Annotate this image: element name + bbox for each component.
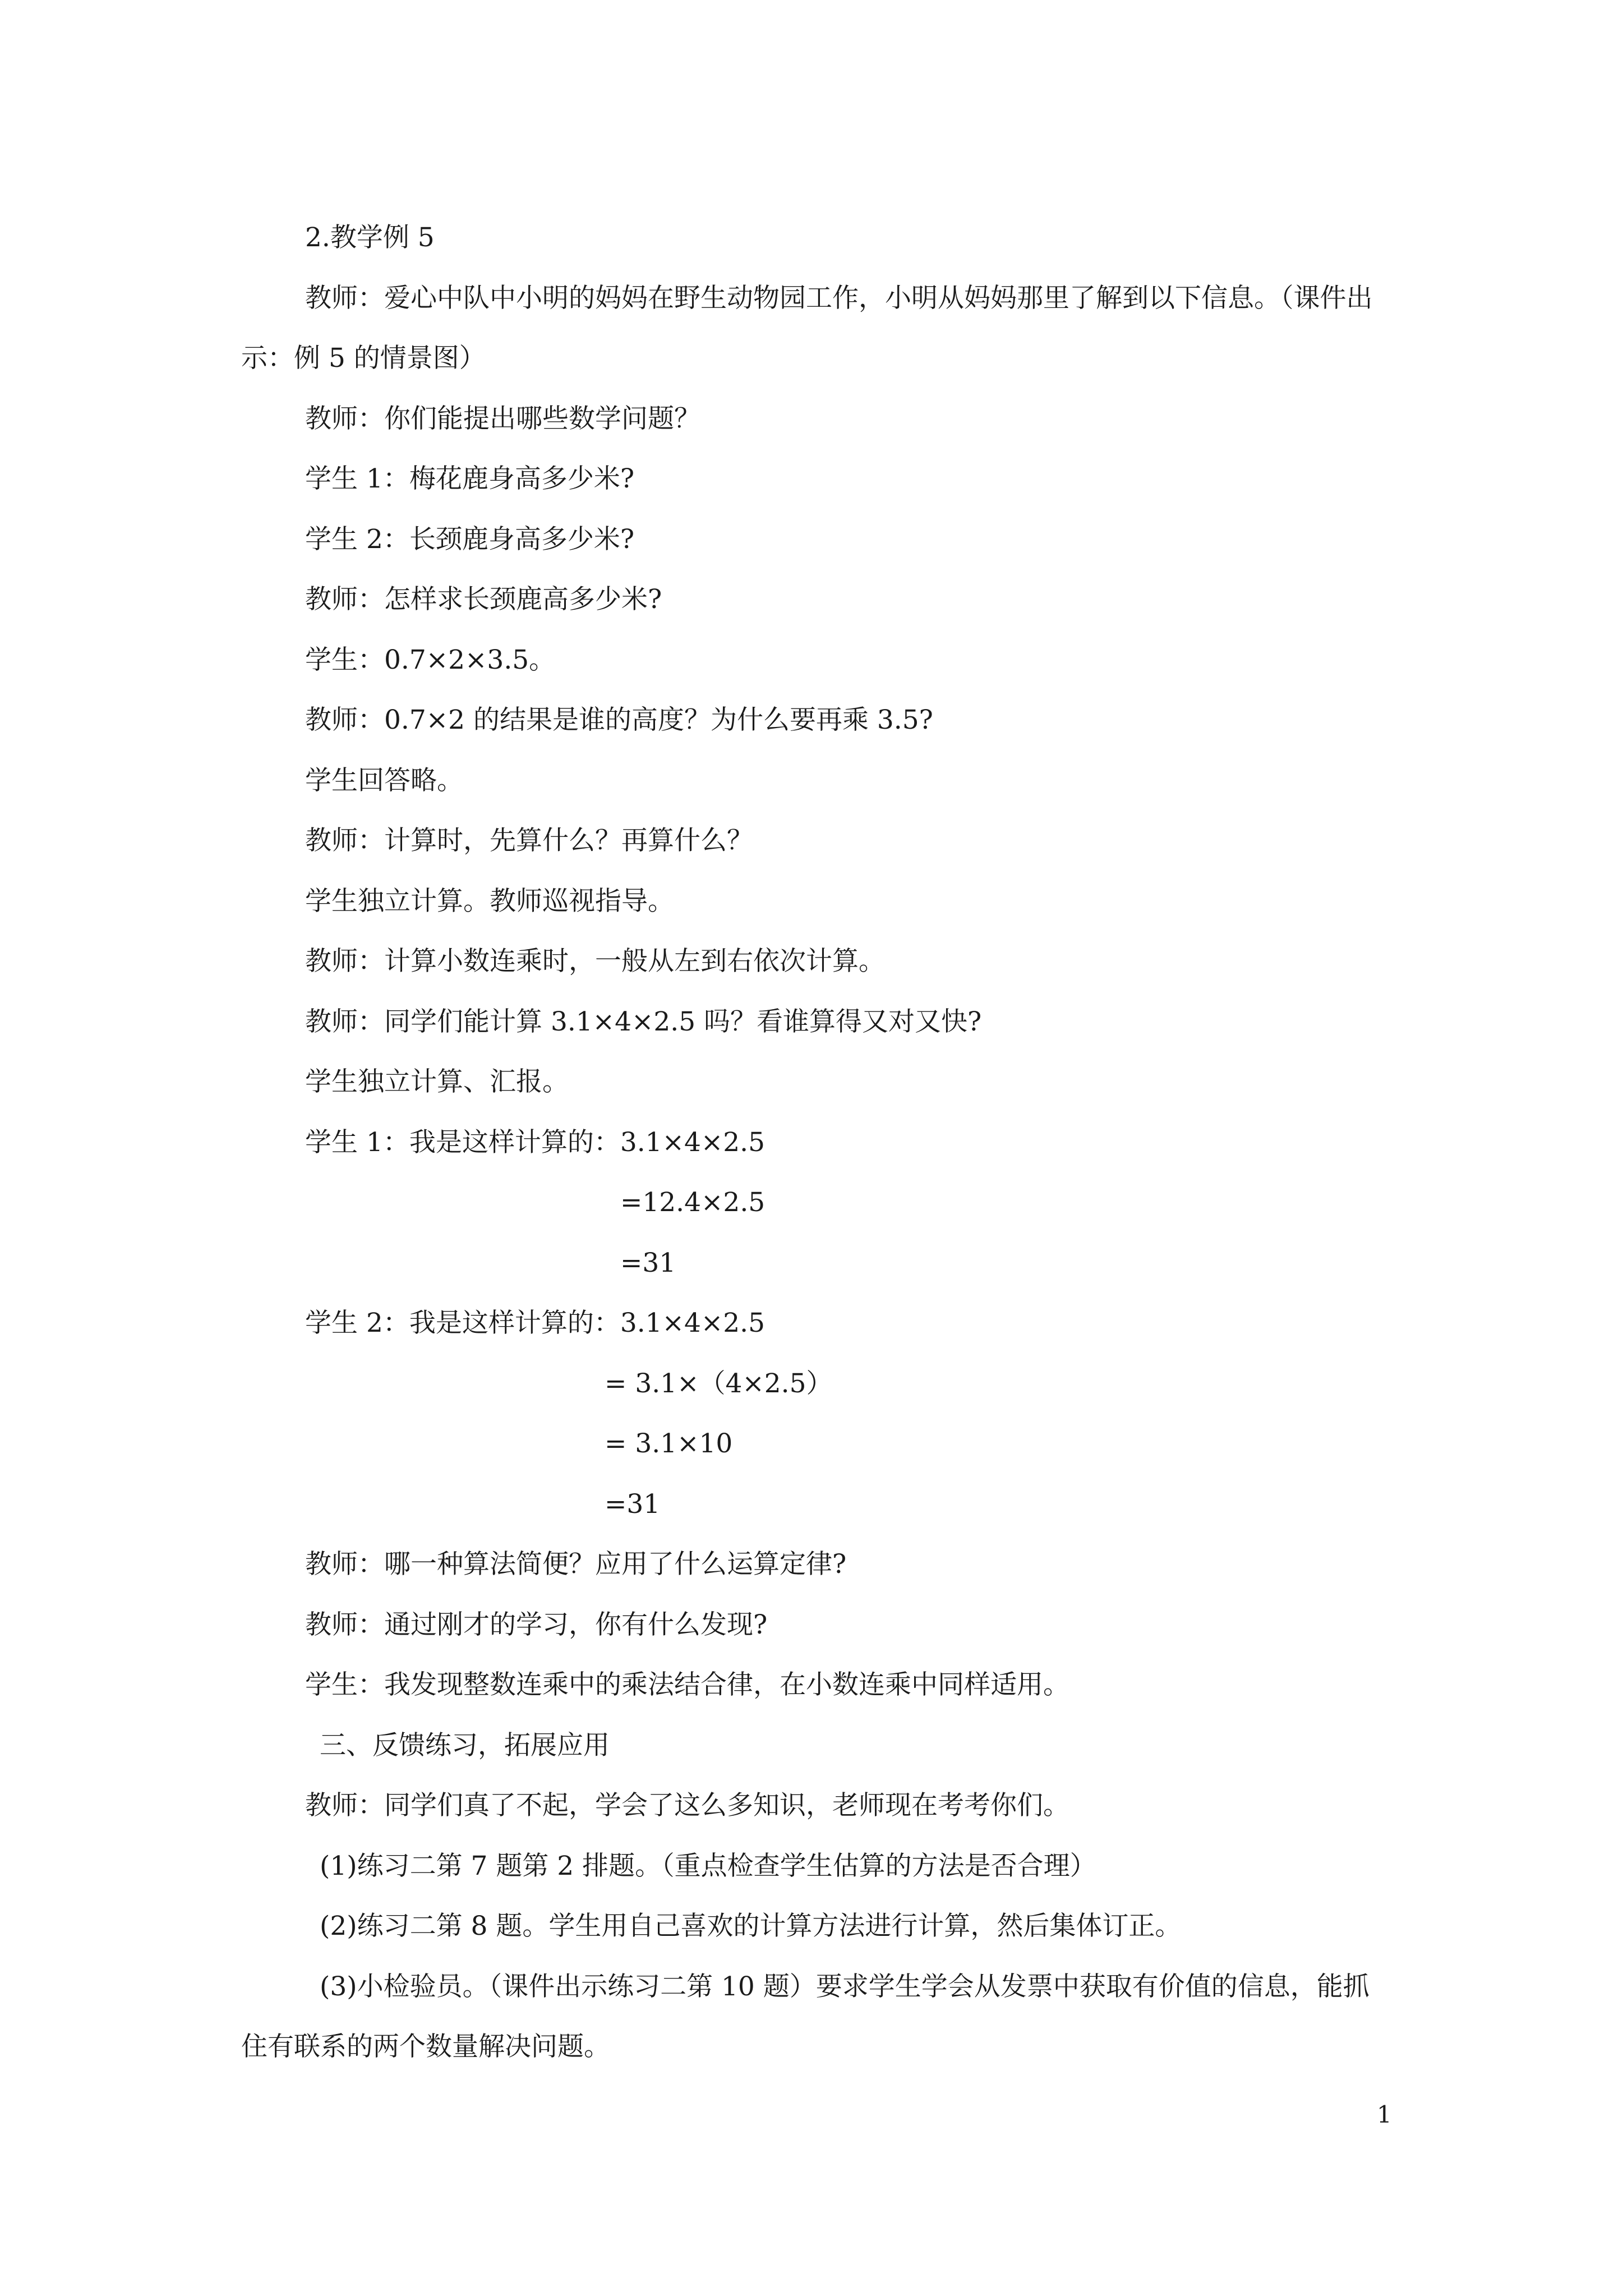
- page-number: 1: [1377, 2101, 1392, 2128]
- exercise-item: (1)练习二第 7 题第 2 排题。（重点检查学生估算的方法是否合理）: [320, 1850, 1096, 1881]
- paragraph: 学生 2：我是这样计算的：3.1×4×2.5: [305, 1308, 765, 1338]
- exercise-item: (3)小检验员。（课件出示练习二第 10 题）要求学生学会从发票中获取有价值的信息，能抓住有联系的两个数量解决问题。: [241, 1971, 1370, 2062]
- paragraph: 教师：怎样求长颈鹿高多少米?: [305, 584, 662, 615]
- calculation-step: = 3.1×10: [605, 1428, 733, 1459]
- paragraph: 教师：计算小数连乘时，一般从左到右依次计算。: [305, 946, 885, 977]
- paragraph: 学生回答略。: [305, 765, 463, 796]
- paragraph: 教师：同学们能计算 3.1×4×2.5 吗？看谁算得又对又快?: [305, 1006, 982, 1037]
- exercise-item: (2)练习二第 8 题。学生用自己喜欢的计算方法进行计算，然后集体订正。: [320, 1911, 1182, 1941]
- paragraph: 学生 2：长颈鹿身高多少米?: [305, 523, 635, 555]
- section-heading-practice: 三、反馈练习，拓展应用: [320, 1729, 610, 1761]
- paragraph: 教师：同学们真了不起，学会了这么多知识，老师现在考考你们。: [305, 1790, 1069, 1821]
- paragraph: 教师：0.7×2 的结果是谁的高度？为什么要再乘 3.5?: [305, 705, 933, 735]
- document-body: [241, 208, 1391, 2077]
- paragraph: 教师：通过刚才的学习，你有什么发现?: [305, 1609, 768, 1640]
- paragraph-teacher-intro: 教师：爱心中队中小明的妈妈在野生动物园工作，小明从妈妈那里了解到以下信息。（课件出示：例 5 的情景图）: [241, 282, 1373, 374]
- paragraph: 教师：你们能提出哪些数学问题？: [305, 403, 700, 434]
- calculation-step: =31: [620, 1247, 676, 1278]
- calculation-step: =31: [605, 1488, 661, 1520]
- calculation-step: = 3.1×（4×2.5）: [605, 1368, 833, 1399]
- paragraph: 学生：0.7×2×3.5。: [305, 644, 556, 675]
- section-heading-example-5: 2.教学例 5: [305, 222, 435, 253]
- paragraph: 学生独立计算。教师巡视指导。: [305, 885, 674, 917]
- paragraph: 学生 1：我是这样计算的：3.1×4×2.5: [305, 1126, 765, 1158]
- calculation-step: =12.4×2.5: [620, 1187, 766, 1218]
- paragraph: 教师：计算时，先算什么？再算什么？: [305, 825, 753, 856]
- paragraph: 学生 1：梅花鹿身高多少米?: [305, 463, 635, 494]
- paragraph: 教师：哪一种算法简便？应用了什么运算定律?: [305, 1549, 847, 1580]
- paragraph: 学生：我发现整数连乘中的乘法结合律，在小数连乘中同样适用。: [305, 1669, 1069, 1700]
- paragraph: 学生独立计算、汇报。: [305, 1066, 569, 1097]
